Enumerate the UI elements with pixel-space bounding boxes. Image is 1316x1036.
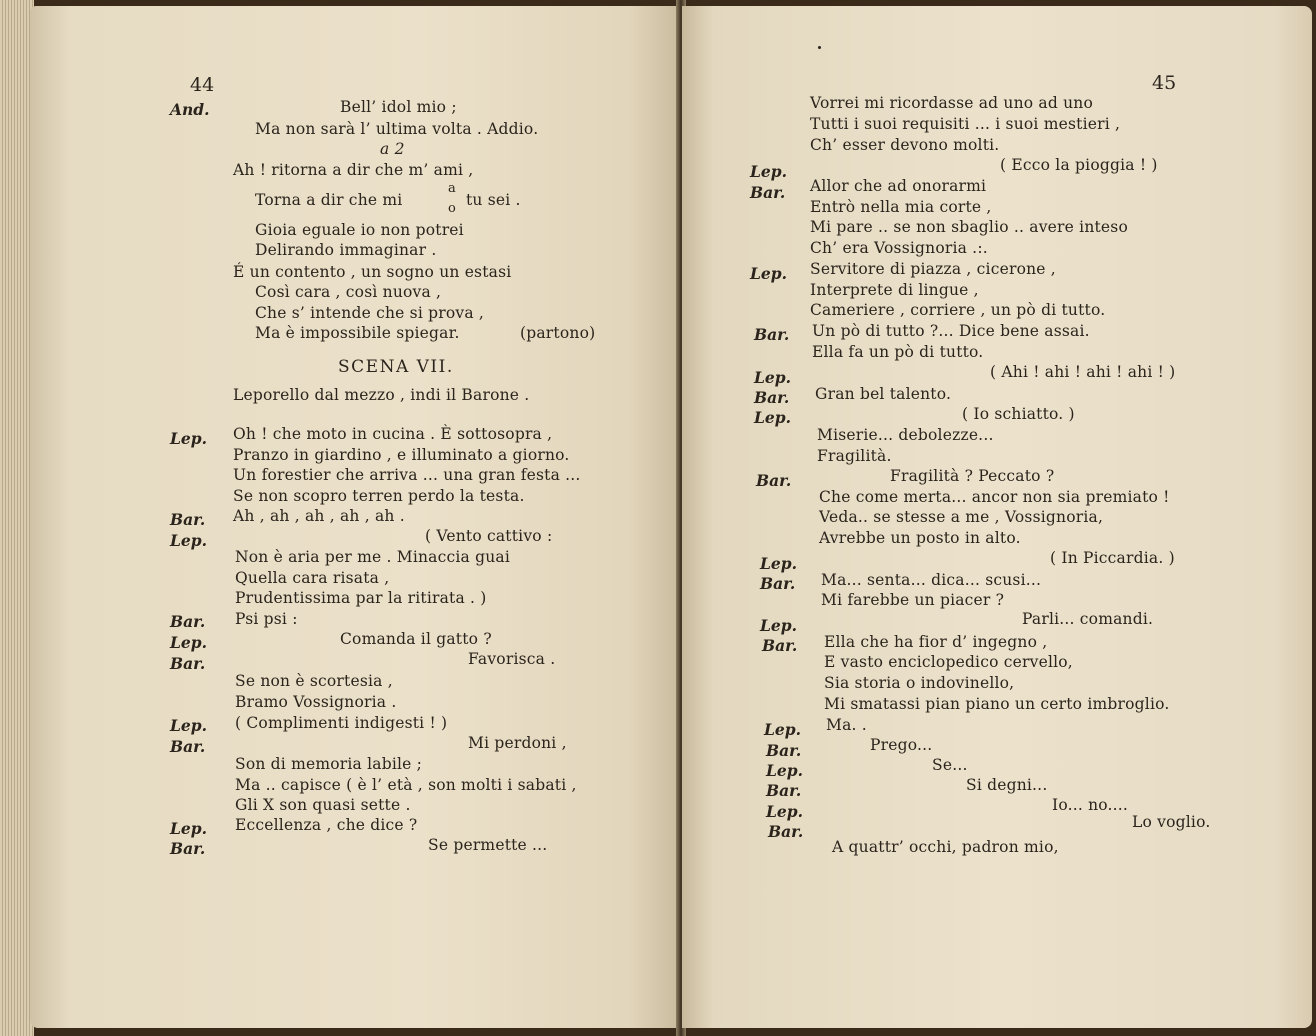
stage-direction: ( In Piccardia. ) — [1050, 549, 1175, 567]
stage-direction: ( Ahi ! ahi ! ahi ! ahi ! ) — [990, 363, 1176, 381]
scene-title: SCENA VII. — [338, 357, 454, 377]
verse-line: A quattr’ occhi, padron mio, — [832, 838, 1059, 856]
verse-line: Un pò di tutto ?... Dice bene assai. — [812, 322, 1090, 340]
verse-line: Pranzo in giardino , e illuminato a giorno. — [233, 446, 570, 464]
verse-line: Io... no.... — [1052, 796, 1129, 814]
right-page — [682, 6, 1312, 1028]
verse-line: Se non è scortesia , — [235, 672, 393, 690]
verse-line: Quella cara risata , — [235, 569, 390, 587]
verse-line: tu sei . — [466, 191, 521, 209]
verse-line: Servitore di piazza , cicerone , — [810, 260, 1056, 278]
verse-line: Parli... comandi. — [1022, 610, 1154, 628]
speaker-label: Lep. — [754, 408, 791, 427]
verse-line: Ch’ era Vossignoria .:. — [810, 239, 988, 257]
speaker-label: Bar. — [766, 741, 802, 760]
speaker-label: Lep. — [170, 531, 207, 550]
verse-line: Così cara , così nuova , — [255, 283, 442, 301]
verse-line: Ma non sarà l’ ultima volta . Addio. — [255, 120, 539, 138]
verse-line: Sia storia o indovinello, — [824, 674, 1015, 692]
verse-line: Gran bel talento. — [815, 385, 952, 403]
speaker-label: Lep. — [760, 554, 797, 573]
verse-line: Se non scopro terren perdo la testa. — [233, 487, 525, 505]
speaker-label: Bar. — [170, 737, 206, 756]
verse-line: Ah ! ritorna a dir che m’ ami , — [233, 161, 474, 179]
speaker-label: Lep. — [170, 819, 207, 838]
verse-line: Favorisca . — [468, 650, 556, 668]
verse-line: Gioia eguale io non potrei — [255, 221, 464, 239]
verse-line: Un forestier che arriva ... una gran festa ... — [233, 466, 581, 484]
stage-direction: ( Io schiatto. ) — [962, 405, 1075, 423]
speaker-label: Bar. — [754, 388, 790, 407]
verse-line: Bramo Vossignoria . — [235, 693, 397, 711]
speaker-label: Bar. — [756, 471, 792, 490]
stage-direction: (partono) — [520, 324, 596, 342]
verse-line: Mi farebbe un piacer ? — [821, 591, 1005, 609]
stage-direction: ( Ecco la pioggia ! ) — [1000, 156, 1158, 174]
verse-line: Avrebbe un posto in alto. — [819, 529, 1021, 547]
verse-line: Fragilità. — [817, 447, 892, 465]
verse-line: Cameriere , corriere , un pò di tutto. — [810, 301, 1106, 319]
speaker-label: Bar. — [170, 654, 206, 673]
verse-line: Ella fa un pò di tutto. — [812, 343, 984, 361]
verse-line: Oh ! che moto in cucina . È sottosopra , — [233, 425, 553, 443]
verse-line: Si degni... — [966, 776, 1048, 794]
left-page — [30, 6, 680, 1028]
verse-line: Ch’ esser devono molti. — [810, 136, 1000, 154]
speaker-label: Bar. — [760, 574, 796, 593]
speaker-label: Lep. — [750, 162, 787, 181]
verse-line: Son di memoria labile ; — [235, 755, 423, 773]
stage-direction: Leporello dal mezzo , indi il Barone . — [233, 386, 530, 404]
verse-line: Interprete di lingue , — [810, 281, 979, 299]
speaker-label: Bar. — [170, 839, 206, 858]
verse-line: Fragilità ? Peccato ? — [890, 467, 1055, 485]
verse-line: Non è aria per me . Minaccia guai — [235, 548, 511, 566]
speaker-label: Lep. — [170, 716, 207, 735]
verse-line: Gli X son quasi sette . — [235, 796, 411, 814]
verse-line: Tutti i suoi requisiti ... i suoi mestieri , — [810, 115, 1121, 133]
superscript-letter: a — [448, 181, 456, 196]
stage-direction: ( Complimenti indigesti ! ) — [235, 714, 448, 732]
speaker-label: Bar. — [754, 325, 790, 344]
verse-line: Se... — [932, 756, 968, 774]
verse-line: Miserie... debolezze... — [817, 426, 994, 444]
verse-line: Mi perdoni , — [468, 734, 567, 752]
speaker-label: And. — [170, 100, 210, 119]
verse-line: Ma è impossibile spiegar. — [255, 324, 460, 342]
verse-line: Veda.. se stesse a me , Vossignoria, — [819, 508, 1104, 526]
speaker-label: Lep. — [760, 616, 797, 635]
verse-line: Mi pare .. se non sbaglio .. avere inteso — [810, 218, 1128, 236]
stage-direction: ( Vento cattivo : — [425, 527, 553, 545]
verse-line: É un contento , un sogno un estasi — [233, 263, 512, 281]
speaker-label: Lep. — [766, 761, 803, 780]
verse-line: Ma... senta... dica... scusi... — [821, 571, 1042, 589]
speaker-label: Lep. — [750, 264, 787, 283]
verse-line: Allor che ad onorarmi — [810, 177, 987, 195]
page-number: 44 — [190, 74, 215, 96]
page-stack-edge — [0, 0, 34, 1036]
page-number: 45 — [1152, 72, 1177, 94]
verse-line: Mi smatassi pian piano un certo imbroglio. — [824, 695, 1170, 713]
verse-line: Eccellenza , che dice ? — [235, 816, 418, 834]
verse-line: Ma .. capisce ( è l’ età , son molti i sabati , — [235, 776, 577, 794]
ink-speck — [818, 46, 821, 49]
verse-line: Bell’ idol mio ; — [340, 98, 457, 116]
speaker-label: Bar. — [766, 781, 802, 800]
speaker-label: Bar. — [170, 612, 206, 631]
verse-line: Prudentissima par la ritirata . ) — [235, 589, 487, 607]
verse-line: E vasto enciclopedico cervello, — [824, 653, 1073, 671]
verse-line: Comanda il gatto ? — [340, 630, 492, 648]
verse-line: Entrò nella mia corte , — [810, 198, 992, 216]
speaker-label: Lep. — [170, 633, 207, 652]
verse-line: Ah , ah , ah , ah , ah . — [233, 507, 405, 525]
verse-line: Ma. . — [826, 716, 867, 734]
verse-line: Che come merta... ancor non sia premiato ! — [819, 488, 1170, 506]
verse-line: Delirando immaginar . — [255, 241, 437, 259]
speaker-label: Bar. — [170, 510, 206, 529]
speaker-label: Lep. — [764, 720, 801, 739]
speaker-label: Bar. — [768, 822, 804, 841]
verse-line: Prego... — [870, 736, 933, 754]
speaker-label: Lep. — [170, 429, 207, 448]
verse-line: Lo voglio. — [1132, 813, 1211, 831]
speaker-label: Bar. — [762, 636, 798, 655]
speaker-label: Lep. — [754, 368, 791, 387]
verse-line: a 2 — [380, 140, 405, 158]
speaker-label: Bar. — [750, 183, 786, 202]
speaker-label: Lep. — [766, 802, 803, 821]
verse-line: Torna a dir che mi — [255, 191, 403, 209]
verse-line: Che s’ intende che si prova , — [255, 304, 485, 322]
verse-line: Se permette ... — [428, 836, 548, 854]
verse-line: Ella che ha fior d’ ingegno , — [824, 633, 1048, 651]
verse-line: Vorrei mi ricordasse ad uno ad uno — [810, 94, 1094, 112]
subscript-letter: o — [448, 201, 456, 216]
verse-line: Psi psi : — [235, 610, 298, 628]
